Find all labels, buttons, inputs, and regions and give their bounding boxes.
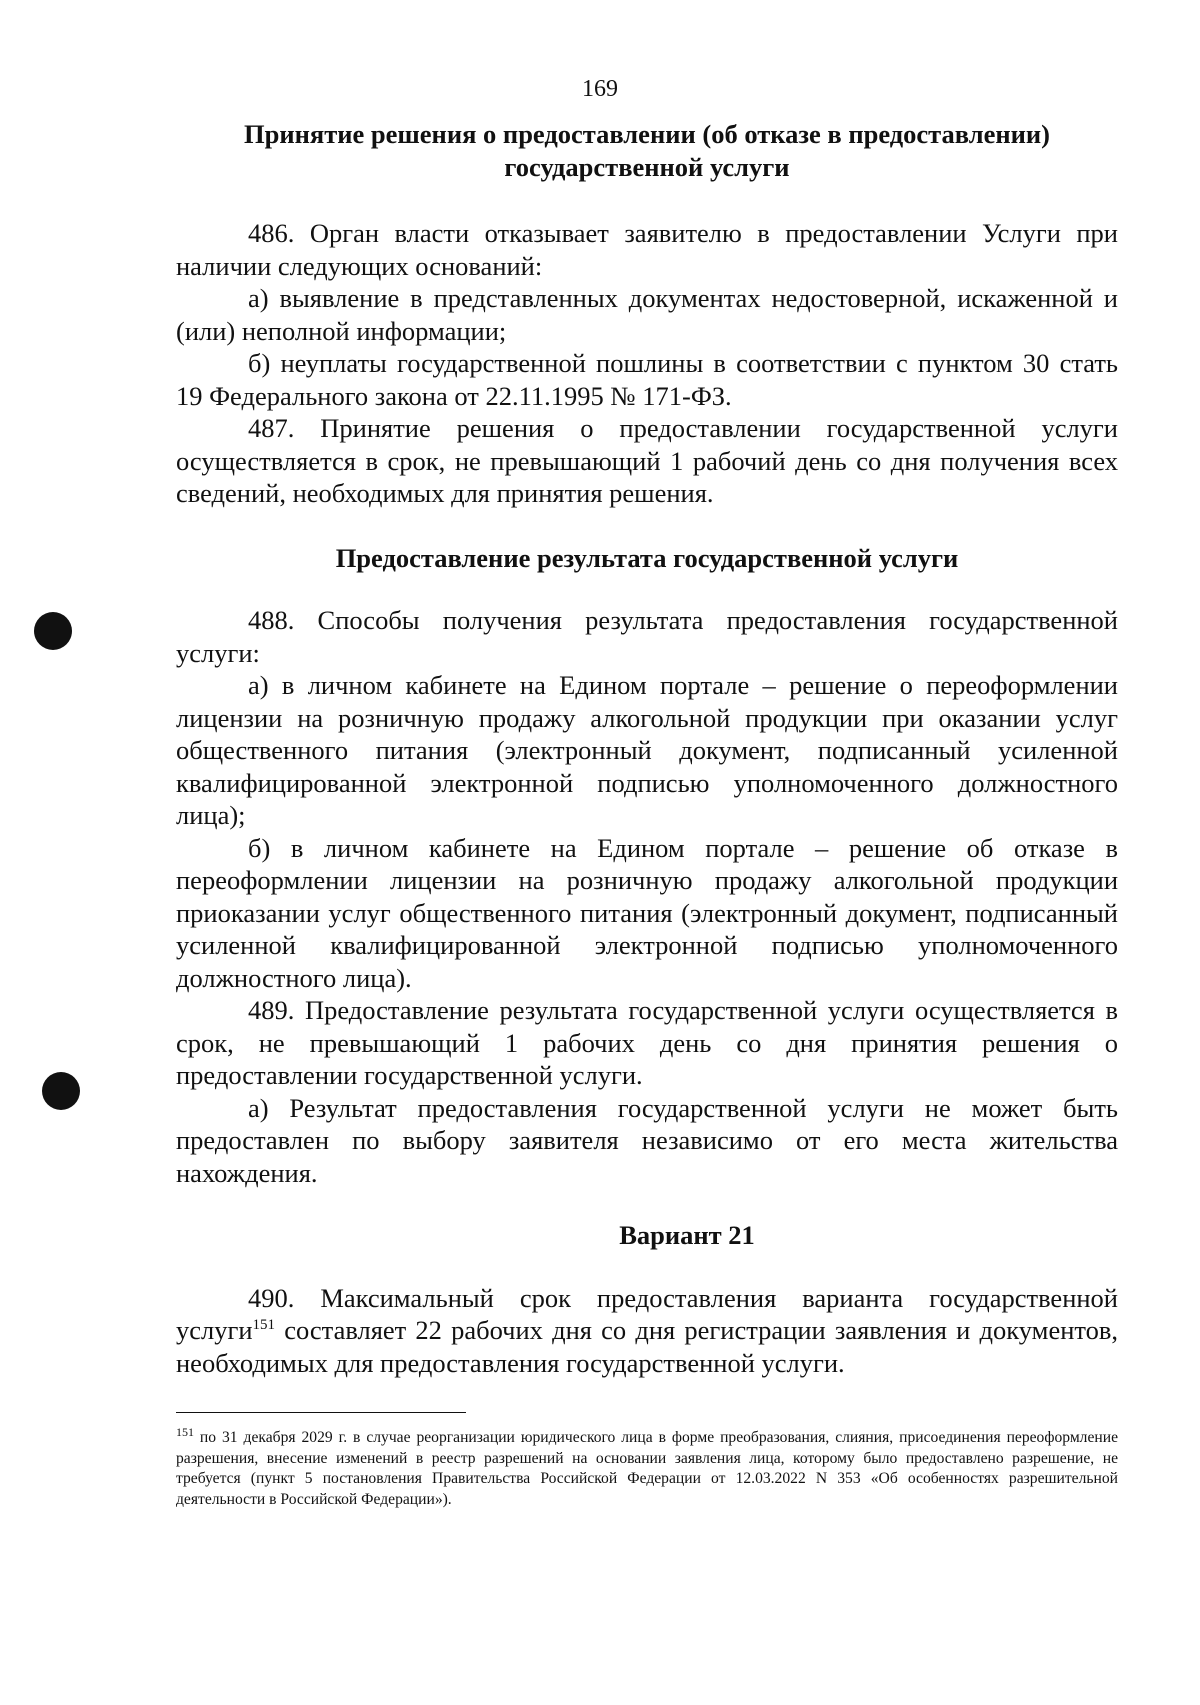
- paragraph-490: [176, 1282, 1118, 1380]
- paragraph-490-start: 490. Максимальный срок предоставления варианта государственной услуги: [176, 1282, 1118, 1345]
- paragraph-486-b: б) неуплаты государственной пошлины в соответствии с пунктом 30 стать 19 Федерального закона от 22.11.1995 № 171-ФЗ.: [176, 348, 1118, 411]
- punch-hole-mark: [34, 612, 72, 650]
- paragraph-488-a: а) в личном кабинете на Едином портале – решение о переоформлении лицензии на розничную продажу алкогольной продукции при оказании услуг общественного питания (электронный документ, подписанный усиленной квалифицированной электронной подписью уполномоченного должностного лица);: [176, 670, 1118, 830]
- main-content: [176, 118, 1118, 1379]
- footnote-text: по 31 декабря 2029 г. в случае реорганизации юридического лица в форме преобразования, слияния, присоединения переоформление разрешения, внесение изменений в реестр разрешений на основании заявления лица, которому было предоставлено разрешение, не требуется (пункт 5 постановления Правительства Российской Федерации от 12.03.2022 N 353 «Об особенностях разрешительной деятельности в Российской Федерации»).: [176, 1429, 1118, 1508]
- section-title-result: Предоставление результата государственной услуги: [335, 542, 959, 573]
- footnote-divider: [176, 1412, 466, 1413]
- section-title-decision: Принятие решения о предоставлении (об отказе в предоставлении) государственной услуги: [244, 119, 1050, 182]
- paragraph-486-a: а) выявление в представленных документах недостоверной, искаженной и (или) неполной информации;: [176, 283, 1118, 346]
- paragraph-486: 486. Орган власти отказывает заявителю в предоставлении Услуги при наличии следующих оснований:: [176, 218, 1118, 281]
- footnote-reference[interactable]: 151: [252, 1317, 276, 1334]
- paragraph-488: 488. Способы получения результата предоставления государственной услуги:: [176, 605, 1118, 668]
- paragraph-489-a: а) Результат предоставления государственной услуги не может быть предоставлен по выбору заявителя независимо от его места жительства нахождения.: [176, 1092, 1118, 1188]
- section-title-variant: Вариант 21: [619, 1220, 755, 1250]
- page-number: 169: [582, 76, 618, 102]
- paragraph-488-b: б) в личном кабинете на Едином портале – решение об отказе в переоформлении лицензии на розничную продажу алкогольной продукции приоказании услуг общественного питания (электронный документ, подписанный усиленной квалифицированной электронной подписью уполномоченного должностного лица).: [176, 832, 1118, 993]
- paragraph-490-end: составляет 22 рабочих дня со дня регистрации заявления и документов, необходимых для предоставления государственной услуги.: [176, 1315, 1118, 1378]
- footnote: [176, 1424, 1118, 1510]
- paragraph-487: 487. Принятие решения о предоставлении государственной услуги осуществляется в срок, не превышающий 1 рабочий день со дня получения всех сведений, необходимых для принятия решения.: [176, 413, 1118, 508]
- footnote-number: 151: [176, 1424, 194, 1439]
- punch-hole-mark: [42, 1072, 80, 1110]
- paragraph-489: 489. Предоставление результата государственной услуги осуществляется в срок, не превышающий 1 рабочих день со дня принятия решения о предоставлении государственной услуги.: [176, 995, 1118, 1090]
